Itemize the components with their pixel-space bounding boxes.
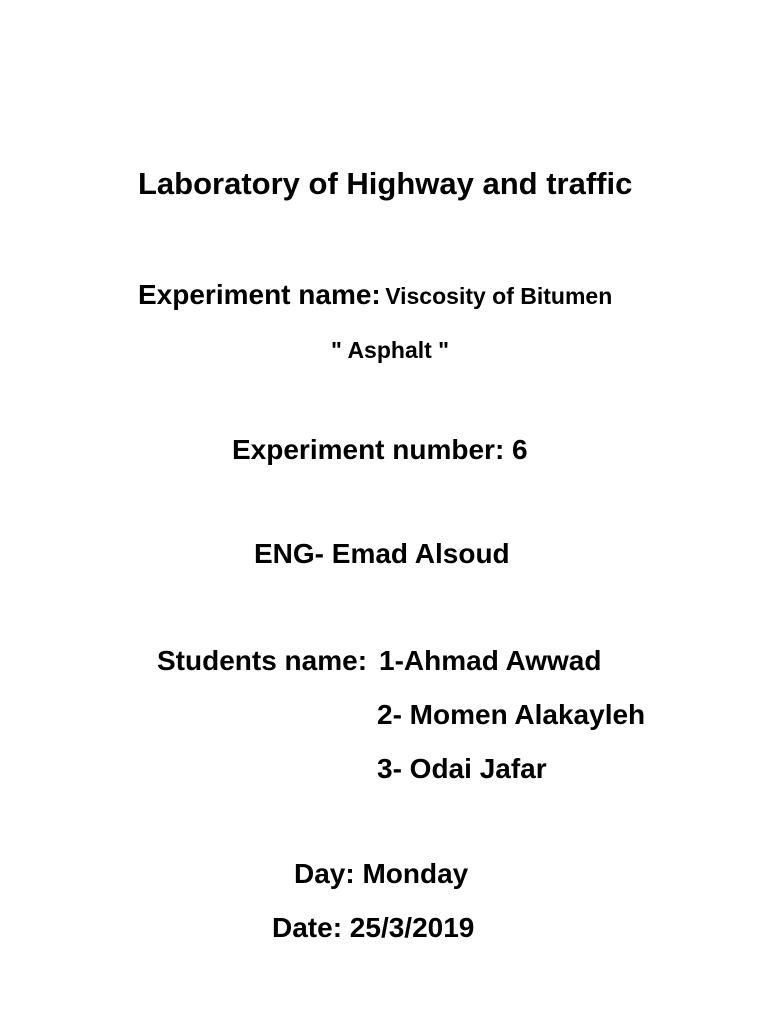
engineer-name: ENG- Emad Alsoud: [254, 538, 510, 569]
experiment-name-value: Viscosity of Bitumen: [385, 283, 613, 309]
experiment-name-value-continued: " Asphalt ": [331, 337, 450, 363]
experiment-name-row: [138, 281, 612, 309]
experiment-name-label: Experiment name:: [138, 279, 381, 310]
student-name: 1-Ahmad Awwad: [379, 645, 602, 676]
day: Day: Monday: [294, 858, 469, 889]
document-title: Laboratory of Highway and traffic: [138, 166, 633, 201]
experiment-number: Experiment number: 6: [232, 434, 528, 465]
date: Date: 25/3/2019: [272, 912, 475, 943]
students-label: Students name:: [157, 645, 368, 676]
student-name: 2- Momen Alakayleh: [377, 699, 646, 730]
student-name: 3- Odai Jafar: [377, 753, 547, 784]
